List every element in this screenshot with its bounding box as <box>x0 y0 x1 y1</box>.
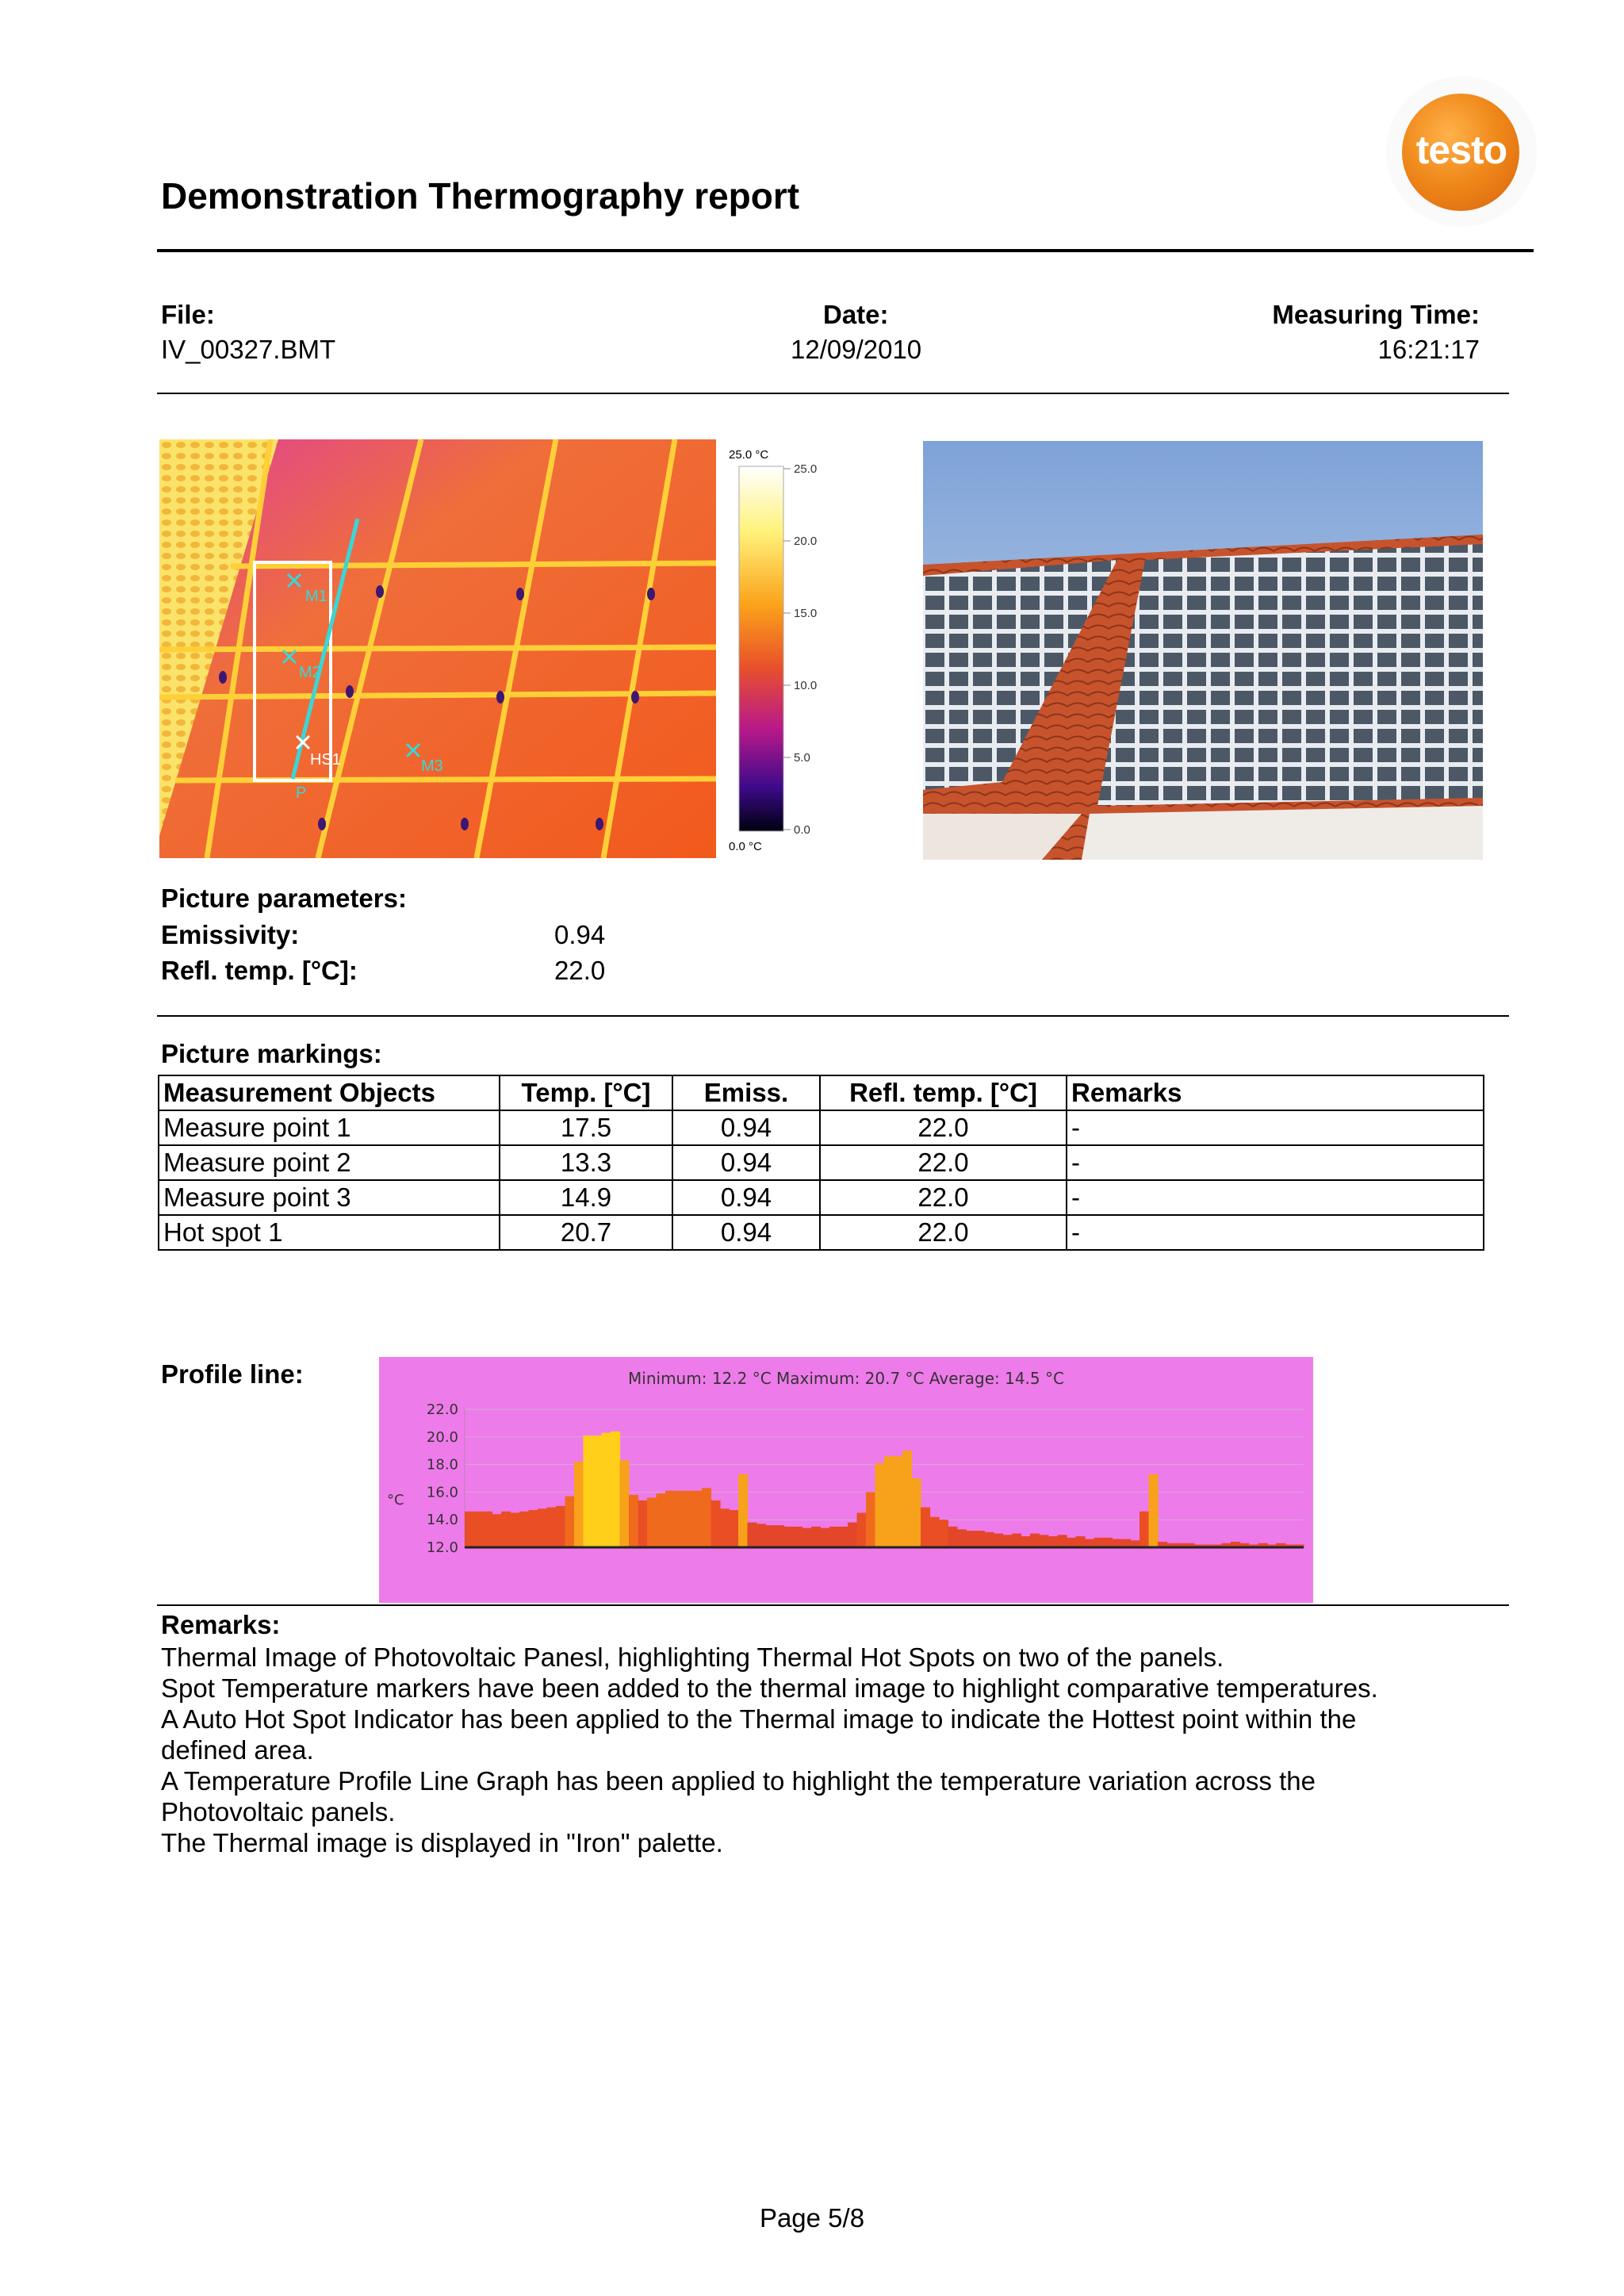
remarks-line: Spot Temperature markers have been added to the thermal image to highlight comparative temperatures. <box>161 1673 1378 1703</box>
scale-tick-25: 25.0 <box>794 462 818 476</box>
table-header-row <box>159 1075 1484 1110</box>
table-row <box>159 1110 1484 1145</box>
profile-bar <box>756 1524 766 1547</box>
profile-bar <box>975 1531 985 1547</box>
profile-bar <box>793 1527 802 1547</box>
cell-object: Measure point 2 <box>159 1145 500 1180</box>
profile-bar <box>1139 1512 1149 1547</box>
profile-bar <box>985 1532 994 1547</box>
params-heading: Picture parameters: <box>161 884 407 913</box>
remarks-line: The Thermal image is displayed in "Iron" palette. <box>161 1828 723 1857</box>
header-rule <box>157 249 1534 252</box>
profile-bar <box>1021 1536 1031 1547</box>
profile-bar <box>675 1491 684 1547</box>
profile-bar <box>665 1491 675 1547</box>
scale-top-label: 25.0 °C <box>729 448 769 462</box>
profile-bar <box>730 1510 739 1547</box>
profile-bar <box>775 1525 784 1547</box>
profile-bar <box>565 1497 575 1547</box>
profile-rule <box>157 1604 1509 1606</box>
thermal-scale <box>718 439 876 860</box>
scale-tick-10: 10.0 <box>794 679 818 692</box>
cell-emiss: 0.94 <box>672 1110 820 1145</box>
profile-bar <box>611 1432 620 1547</box>
meta-rule <box>157 393 1509 394</box>
profile-bar <box>1003 1535 1013 1547</box>
cell-temp: 20.7 <box>500 1215 672 1250</box>
profile-bar <box>647 1497 657 1547</box>
profile-bar <box>884 1456 894 1547</box>
visual-photo-svg <box>923 441 1483 860</box>
emissivity-value: 0.94 <box>554 920 606 949</box>
profile-bar <box>802 1528 812 1547</box>
profile-bar <box>693 1491 703 1547</box>
cell-object: Measure point 1 <box>159 1110 500 1145</box>
profile-bar <box>529 1510 538 1547</box>
visual-photo <box>923 441 1483 860</box>
profile-bar <box>483 1512 492 1547</box>
refl-temp-value: 22.0 <box>554 956 606 985</box>
date-value: 12/09/2010 <box>791 335 922 364</box>
profile-bar <box>702 1488 711 1547</box>
page-number: Page 5/8 <box>759 2203 865 2233</box>
profile-chart <box>379 1357 1313 1603</box>
cell-temp: 14.9 <box>500 1180 672 1215</box>
logo-text: testo <box>1415 128 1507 172</box>
col-measurement-objects: Measurement Objects <box>159 1075 500 1110</box>
remarks-line: defined area. <box>161 1735 314 1765</box>
time-label: Measuring Time: <box>1272 300 1480 329</box>
profile-bar <box>1103 1538 1113 1547</box>
profile-bar <box>1040 1535 1049 1547</box>
cell-remarks: - <box>1067 1110 1484 1145</box>
chart-stats: Minimum: 12.2 °C Maximum: 20.7 °C Average: 14.5 °C <box>628 1369 1064 1388</box>
profile-bar <box>720 1508 730 1547</box>
thermal-scale-svg <box>718 439 876 860</box>
profile-bar <box>829 1527 839 1547</box>
marker-m2: M2 <box>299 664 321 681</box>
chart-y-tick: 22.0 <box>426 1401 458 1418</box>
cell-temp: 13.3 <box>500 1145 672 1180</box>
scale-tick-0: 0.0 <box>794 823 810 837</box>
scale-bottom-label: 0.0 °C <box>729 840 762 853</box>
cell-emiss: 0.94 <box>672 1145 820 1180</box>
profile-bar <box>821 1528 830 1547</box>
profile-bar <box>1048 1536 1058 1547</box>
profile-bar <box>957 1529 967 1547</box>
profile-bar <box>511 1513 520 1548</box>
col-remarks: Remarks <box>1067 1075 1484 1110</box>
profile-bar <box>584 1435 593 1547</box>
cell-refl: 22.0 <box>820 1110 1067 1145</box>
profile-bar <box>902 1451 912 1547</box>
marker-hs1: HS1 <box>310 751 341 769</box>
profile-bar <box>629 1495 638 1547</box>
params-rule <box>157 1015 1509 1017</box>
chart-y-tick: 20.0 <box>426 1428 458 1446</box>
profile-bar <box>1094 1538 1104 1547</box>
profile-chart-svg <box>379 1357 1313 1603</box>
cell-emiss: 0.94 <box>672 1180 820 1215</box>
profile-bar <box>547 1508 557 1547</box>
profile-bar <box>921 1508 930 1547</box>
profile-bar <box>492 1514 502 1547</box>
remarks-line: A Temperature Profile Line Graph has been applied to highlight the temperature variation across the <box>161 1766 1316 1796</box>
profile-bar <box>657 1493 666 1547</box>
profile-bar <box>501 1512 511 1547</box>
profile-bar <box>1058 1535 1067 1547</box>
profile-bar <box>912 1478 921 1547</box>
profile-bar <box>866 1492 875 1547</box>
profile-bar <box>711 1501 721 1547</box>
profile-bar <box>875 1463 885 1547</box>
cell-object: Measure point 3 <box>159 1180 500 1215</box>
profile-bar <box>1149 1474 1159 1547</box>
profile-bar <box>1085 1539 1094 1547</box>
chart-y-tick: 14.0 <box>426 1512 458 1529</box>
profile-bar <box>1076 1536 1086 1547</box>
chart-y-tick: 16.0 <box>426 1484 458 1501</box>
remarks-line: Photovoltaic panels. <box>161 1797 396 1826</box>
cell-object: Hot spot 1 <box>159 1215 500 1250</box>
profile-bar <box>574 1462 584 1547</box>
col-refl-temp: Refl. temp. [°C] <box>820 1075 1067 1110</box>
date-label: Date: <box>823 300 889 329</box>
marker-m3: M3 <box>421 757 443 775</box>
profile-bar <box>474 1512 484 1547</box>
profile-bar <box>1030 1534 1040 1547</box>
scale-tick-5: 5.0 <box>794 751 810 765</box>
profile-bar <box>811 1527 821 1547</box>
profile-bar <box>930 1517 940 1547</box>
scale-tick-20: 20.0 <box>794 535 818 548</box>
profile-bar <box>519 1512 529 1547</box>
chart-y-tick: 18.0 <box>426 1456 458 1474</box>
profile-bar <box>538 1508 547 1547</box>
cell-refl: 22.0 <box>820 1215 1067 1250</box>
scale-tick-15: 15.0 <box>794 607 818 620</box>
markings-heading: Picture markings: <box>161 1039 382 1068</box>
emissivity-label: Emissivity: <box>161 920 300 949</box>
profile-bar <box>465 1512 474 1547</box>
testo-logo <box>1386 76 1537 227</box>
thermal-image-svg <box>159 439 716 858</box>
marker-p: P <box>296 784 307 802</box>
profile-bar <box>592 1435 602 1547</box>
profile-bar <box>1012 1534 1021 1547</box>
table-row <box>159 1145 1484 1180</box>
chart-y-unit: °C <box>387 1492 404 1508</box>
profile-bar <box>766 1525 776 1547</box>
marker-m1: M1 <box>305 588 327 605</box>
profile-bar <box>1121 1539 1131 1547</box>
profile-bar <box>684 1491 693 1547</box>
cell-remarks: - <box>1067 1145 1484 1180</box>
remarks-heading: Remarks: <box>161 1610 281 1639</box>
time-value: 16:21:17 <box>1377 335 1480 364</box>
profile-bar <box>939 1520 948 1547</box>
profile-bar <box>620 1460 630 1547</box>
markings-table <box>158 1075 1484 1251</box>
cell-temp: 17.5 <box>500 1110 672 1145</box>
profile-bar <box>738 1474 748 1547</box>
profile-bar <box>848 1523 857 1547</box>
profile-bar <box>948 1527 958 1547</box>
profile-bar <box>967 1531 976 1547</box>
table-row <box>159 1215 1484 1250</box>
chart-y-tick: 12.0 <box>426 1539 458 1556</box>
thermal-image <box>159 439 716 858</box>
profile-bar <box>1067 1538 1076 1547</box>
profile-bar <box>602 1433 611 1547</box>
refl-temp-label: Refl. temp. [°C]: <box>161 956 358 985</box>
file-label: File: <box>161 300 215 329</box>
remarks-body <box>161 1642 1509 1858</box>
profile-bar <box>748 1523 757 1547</box>
remarks-line: Thermal Image of Photovoltaic Panesl, highlighting Thermal Hot Spots on two of the panels. <box>161 1642 1224 1672</box>
profile-bar <box>857 1513 867 1548</box>
cell-remarks: - <box>1067 1180 1484 1215</box>
cell-refl: 22.0 <box>820 1145 1067 1180</box>
profile-bar <box>1113 1539 1122 1547</box>
profile-bar <box>839 1527 848 1547</box>
profile-bar <box>638 1501 648 1547</box>
report-title: Demonstration Thermography report <box>161 175 800 217</box>
profile-bar <box>784 1527 794 1547</box>
col-temp: Temp. [°C] <box>500 1075 672 1110</box>
cell-refl: 22.0 <box>820 1180 1067 1215</box>
remarks-line: A Auto Hot Spot Indicator has been applied to the Thermal image to indicate the Hottest point within the <box>161 1704 1357 1734</box>
table-row <box>159 1180 1484 1215</box>
profile-bar <box>994 1534 1003 1547</box>
cell-emiss: 0.94 <box>672 1215 820 1250</box>
cell-remarks: - <box>1067 1215 1484 1250</box>
profile-heading: Profile line: <box>161 1359 304 1389</box>
col-emiss: Emiss. <box>672 1075 820 1110</box>
profile-bar <box>894 1456 903 1547</box>
file-value: IV_00327.BMT <box>161 335 336 364</box>
profile-bar <box>556 1506 565 1547</box>
